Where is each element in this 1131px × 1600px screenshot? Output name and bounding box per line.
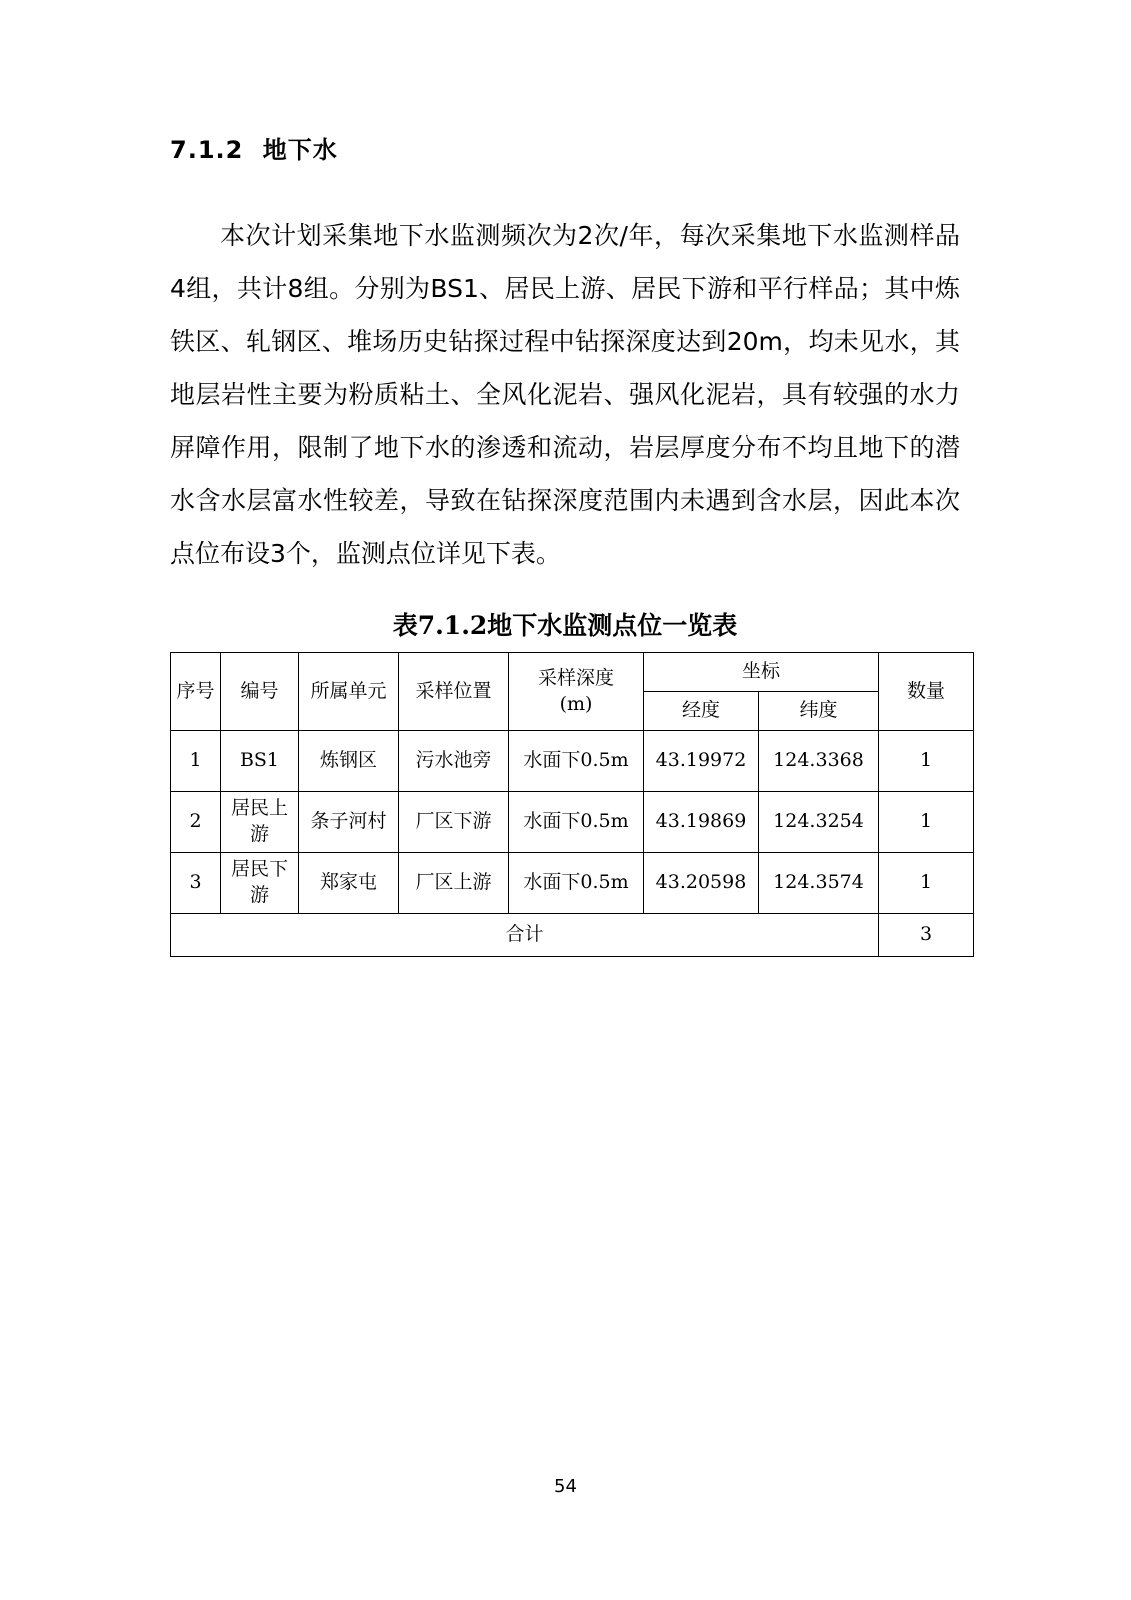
header-coordinate: 坐标 bbox=[644, 653, 879, 692]
section-number: 7.1.2 bbox=[170, 136, 244, 164]
page-content bbox=[170, 130, 960, 957]
groundwater-monitoring-table bbox=[170, 652, 974, 957]
cell-longitude: 43.20598 bbox=[644, 853, 759, 914]
cell-latitude: 124.3254 bbox=[759, 792, 879, 853]
table-row bbox=[171, 853, 974, 914]
cell-longitude: 43.19972 bbox=[644, 731, 759, 792]
page-number: 54 bbox=[554, 1476, 577, 1497]
header-longitude: 经度 bbox=[644, 692, 759, 731]
table-row bbox=[171, 792, 974, 853]
cell-unit: 条子河村 bbox=[299, 792, 399, 853]
cell-unit: 郑家屯 bbox=[299, 853, 399, 914]
cell-depth: 水面下0.5m bbox=[509, 792, 644, 853]
cell-code: 居民上游 bbox=[221, 792, 299, 853]
cell-location: 厂区下游 bbox=[399, 792, 509, 853]
table-header-row bbox=[171, 653, 974, 692]
header-location: 采样位置 bbox=[399, 653, 509, 731]
header-depth bbox=[509, 653, 644, 731]
total-label: 合计 bbox=[171, 914, 879, 957]
section-heading bbox=[170, 130, 960, 165]
body-paragraph: 本次计划采集地下水监测频次为2次/年，每次采集地下水监测样品4组，共计8组。分别为BS1、居民上游、居民下游和平行样品；其中炼铁区、轧钢区、堆场历史钻探过程中钻探深度达到20m，均未见水，其地层岩性主要为粉质粘土、全风化泥岩、强风化泥岩，具有较强的水力屏障作用，限制了地下水的渗透和流动，岩层厚度分布不均且地下的潜水含水层富水性较差，导致在钻探深度范围内未遇到含水层，因此本次点位布设3个，监测点位详见下表。 bbox=[170, 221, 960, 568]
cell-quantity: 1 bbox=[879, 853, 974, 914]
cell-depth: 水面下0.5m bbox=[509, 731, 644, 792]
header-latitude: 纬度 bbox=[759, 692, 879, 731]
header-quantity: 数量 bbox=[879, 653, 974, 731]
table-caption: 表7.1.2地下水监测点位一览表 bbox=[392, 611, 738, 640]
cell-code: BS1 bbox=[221, 731, 299, 792]
cell-location: 污水池旁 bbox=[399, 731, 509, 792]
header-depth-line1: 采样深度 bbox=[537, 666, 614, 689]
table-total-row bbox=[171, 914, 974, 957]
cell-latitude: 124.3574 bbox=[759, 853, 879, 914]
total-value: 3 bbox=[879, 914, 974, 957]
cell-seq: 1 bbox=[171, 731, 221, 792]
cell-seq: 3 bbox=[171, 853, 221, 914]
table-row bbox=[171, 731, 974, 792]
section-title: 地下水 bbox=[262, 136, 338, 164]
cell-code: 居民下游 bbox=[221, 853, 299, 914]
cell-seq: 2 bbox=[171, 792, 221, 853]
cell-longitude: 43.19869 bbox=[644, 792, 759, 853]
header-unit: 所属单元 bbox=[299, 653, 399, 731]
cell-quantity: 1 bbox=[879, 792, 974, 853]
cell-location: 厂区上游 bbox=[399, 853, 509, 914]
header-depth-line2: (m) bbox=[559, 692, 593, 715]
header-seq: 序号 bbox=[171, 653, 221, 731]
cell-latitude: 124.3368 bbox=[759, 731, 879, 792]
cell-quantity: 1 bbox=[879, 731, 974, 792]
header-code: 编号 bbox=[221, 653, 299, 731]
cell-unit: 炼钢区 bbox=[299, 731, 399, 792]
cell-depth: 水面下0.5m bbox=[509, 853, 644, 914]
